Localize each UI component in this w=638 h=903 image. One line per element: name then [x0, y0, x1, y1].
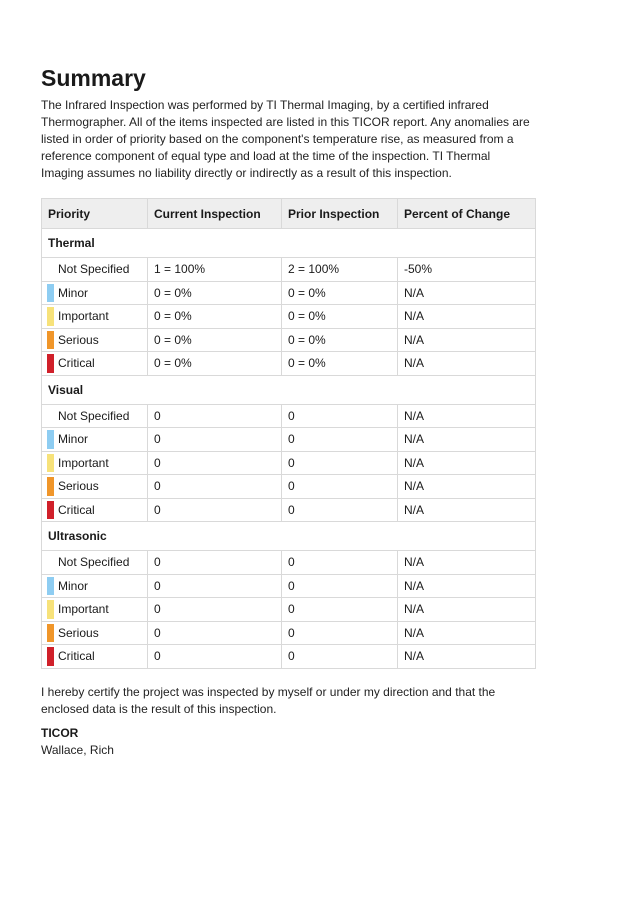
report-page [41, 62, 535, 759]
percent-change-cell: -50% [398, 258, 536, 282]
priority-cell [42, 305, 148, 329]
table-row [42, 281, 536, 305]
prior-inspection-cell: 0 [282, 404, 398, 428]
priority-color-swatch [47, 624, 54, 643]
priority-label: Important [58, 602, 109, 617]
priority-color-swatch [47, 647, 54, 666]
current-inspection-cell: 0 = 0% [148, 352, 282, 376]
percent-change-cell: N/A [398, 451, 536, 475]
table-row [42, 404, 536, 428]
priority-cell [42, 451, 148, 475]
table-row [42, 551, 536, 575]
priority-cell [42, 598, 148, 622]
percent-change-cell: N/A [398, 598, 536, 622]
percent-change-cell: N/A [398, 498, 536, 522]
header-prior-inspection: Prior Inspection [282, 199, 398, 229]
current-inspection-cell: 1 = 100% [148, 258, 282, 282]
current-inspection-cell: 0 [148, 404, 282, 428]
priority-label: Minor [58, 285, 89, 300]
priority-label: Critical [58, 649, 95, 664]
header-percent-of-change: Percent of Change [398, 199, 536, 229]
priority-label: Minor [58, 432, 89, 447]
current-inspection-cell: 0 [148, 475, 282, 499]
prior-inspection-cell: 0 [282, 598, 398, 622]
summary-table [41, 198, 536, 669]
current-inspection-cell: 0 [148, 428, 282, 452]
priority-cell [42, 475, 148, 499]
header-priority: Priority [42, 199, 148, 229]
priority-label: Critical [58, 502, 95, 517]
prior-inspection-cell: 0 [282, 475, 398, 499]
table-header-row [42, 199, 536, 229]
priority-color-swatch [47, 284, 54, 303]
current-inspection-cell: 0 [148, 645, 282, 669]
priority-label: Minor [58, 578, 89, 593]
prior-inspection-cell: 0 [282, 645, 398, 669]
table-body [42, 229, 536, 669]
priority-label: Not Specified [58, 555, 130, 570]
percent-change-cell: N/A [398, 551, 536, 575]
table-row [42, 305, 536, 329]
current-inspection-cell: 0 [148, 598, 282, 622]
priority-label: Serious [58, 332, 99, 347]
current-inspection-cell: 0 [148, 574, 282, 598]
priority-color-swatch [47, 577, 54, 596]
header-current-inspection: Current Inspection [148, 199, 282, 229]
priority-cell [42, 328, 148, 352]
current-inspection-cell: 0 [148, 498, 282, 522]
priority-cell [42, 551, 148, 575]
table-row [42, 258, 536, 282]
prior-inspection-cell: 2 = 100% [282, 258, 398, 282]
current-inspection-cell: 0 [148, 551, 282, 575]
group-label: Thermal [42, 229, 536, 258]
priority-cell [42, 281, 148, 305]
prior-inspection-cell: 0 [282, 451, 398, 475]
percent-change-cell: N/A [398, 621, 536, 645]
prior-inspection-cell: 0 [282, 428, 398, 452]
table-row [42, 645, 536, 669]
group-row [42, 229, 536, 258]
percent-change-cell: N/A [398, 352, 536, 376]
percent-change-cell: N/A [398, 281, 536, 305]
priority-color-swatch [47, 307, 54, 326]
group-label: Ultrasonic [42, 522, 536, 551]
intro-paragraph: The Infrared Inspection was performed by TI Thermal Imaging, by a certified infrared Thermographer. All of the items inspected are listed in this TICOR report. Any anomalies are listed in order of priority based on the component's temperature rise, as measured from a reference component of equal type and load at the time of the inspection. TI Thermal Imaging assumes no liability directly or indirectly as a result of this inspection. [41, 98, 530, 180]
current-inspection-cell: 0 [148, 451, 282, 475]
table-row [42, 451, 536, 475]
priority-color-swatch [47, 454, 54, 473]
percent-change-cell: N/A [398, 645, 536, 669]
group-row [42, 522, 536, 551]
current-inspection-cell: 0 [148, 621, 282, 645]
prior-inspection-cell: 0 = 0% [282, 328, 398, 352]
percent-change-cell: N/A [398, 404, 536, 428]
table-row [42, 498, 536, 522]
percent-change-cell: N/A [398, 574, 536, 598]
priority-cell [42, 574, 148, 598]
group-label: Visual [42, 375, 536, 404]
prior-inspection-cell: 0 = 0% [282, 305, 398, 329]
priority-color-swatch [47, 600, 54, 619]
priority-color-swatch [47, 331, 54, 350]
prior-inspection-cell: 0 [282, 498, 398, 522]
table-row [42, 475, 536, 499]
priority-cell [42, 428, 148, 452]
table-row [42, 428, 536, 452]
current-inspection-cell: 0 = 0% [148, 305, 282, 329]
current-inspection-cell: 0 = 0% [148, 328, 282, 352]
percent-change-cell: N/A [398, 475, 536, 499]
inspector-name: Wallace, Rich [41, 742, 114, 757]
prior-inspection-cell: 0 [282, 574, 398, 598]
percent-change-cell: N/A [398, 328, 536, 352]
table-row [42, 598, 536, 622]
prior-inspection-cell: 0 [282, 551, 398, 575]
priority-cell [42, 621, 148, 645]
priority-label: Important [58, 309, 109, 324]
prior-inspection-cell: 0 = 0% [282, 281, 398, 305]
priority-label: Important [58, 455, 109, 470]
priority-label: Not Specified [58, 262, 130, 277]
group-row [42, 375, 536, 404]
percent-change-cell: N/A [398, 305, 536, 329]
priority-cell [42, 498, 148, 522]
certification-statement: I hereby certify the project was inspected by myself or under my direction and that the enclosed data is the result of this inspection. [41, 684, 496, 716]
priority-cell [42, 645, 148, 669]
prior-inspection-cell: 0 = 0% [282, 352, 398, 376]
priority-cell [42, 258, 148, 282]
priority-color-swatch [47, 477, 54, 496]
table-row [42, 352, 536, 376]
priority-label: Serious [58, 625, 99, 640]
priority-cell [42, 404, 148, 428]
priority-label: Not Specified [58, 408, 130, 423]
table-row [42, 328, 536, 352]
priority-label: Critical [58, 356, 95, 371]
priority-color-swatch [47, 354, 54, 373]
priority-color-swatch [47, 430, 54, 449]
table-row [42, 574, 536, 598]
table-row [42, 621, 536, 645]
percent-change-cell: N/A [398, 428, 536, 452]
priority-label: Serious [58, 479, 99, 494]
priority-cell [42, 352, 148, 376]
current-inspection-cell: 0 = 0% [148, 281, 282, 305]
page-title: Summary [41, 65, 146, 91]
priority-color-swatch [47, 501, 54, 520]
prior-inspection-cell: 0 [282, 621, 398, 645]
company-name: TICOR [41, 725, 79, 740]
